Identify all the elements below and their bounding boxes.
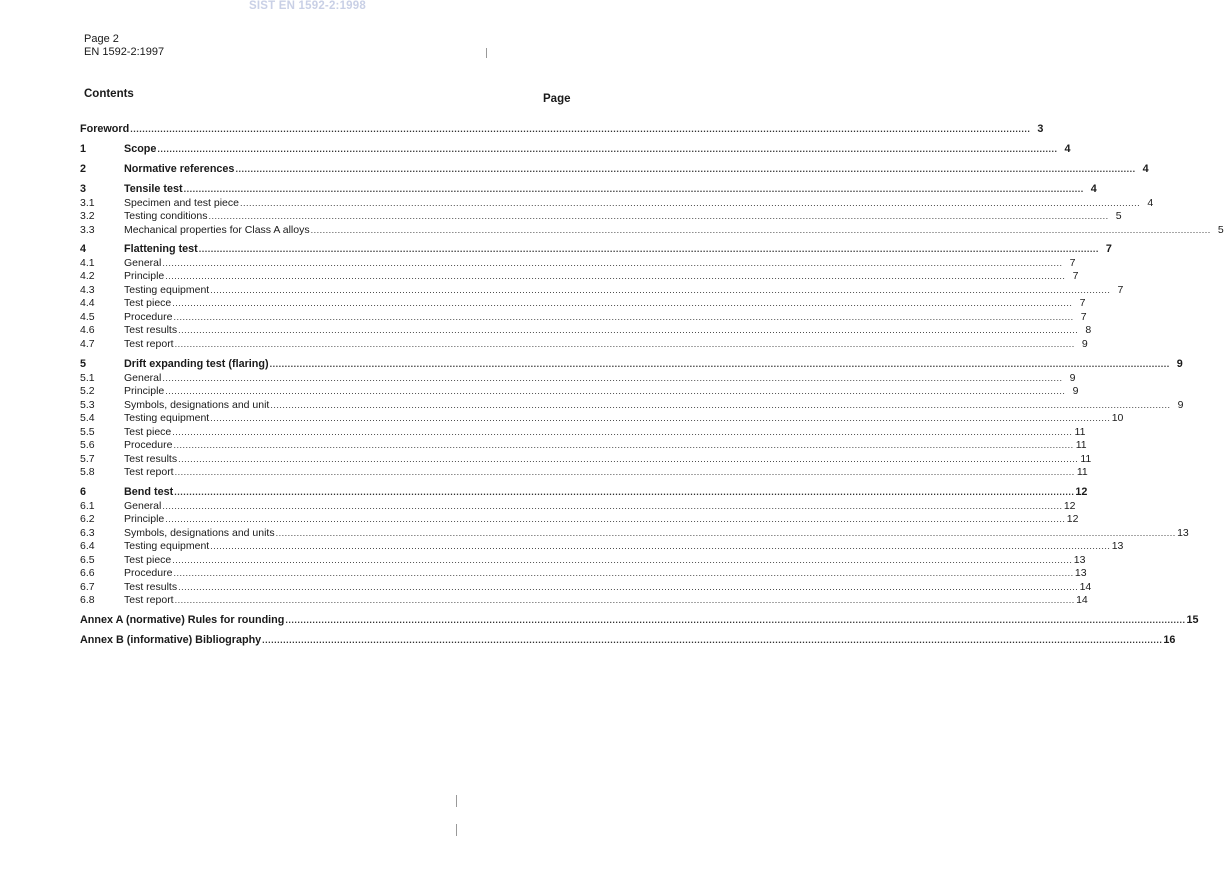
toc-entry[interactable] xyxy=(78,270,1079,284)
toc-entry-page: 9 xyxy=(1177,399,1184,411)
toc-entry-number: 6.4 xyxy=(80,540,95,552)
toc-entry-page: 13 xyxy=(1074,567,1087,579)
toc-entry[interactable] xyxy=(78,257,1076,271)
toc-entry[interactable] xyxy=(78,143,1071,157)
toc-entry-title: Test report xyxy=(124,338,174,350)
toc-entry[interactable] xyxy=(78,466,1088,480)
toc-entry[interactable] xyxy=(78,385,1079,399)
dot-leader: ............................................................................................................................................................................................................................................................................................................ xyxy=(174,487,1075,497)
toc-entry-page: 10 xyxy=(1111,412,1124,424)
toc-entry-number: 5.7 xyxy=(80,453,95,465)
dot-leader: ............................................................................................................................................................................................................................................................................................................ xyxy=(173,312,1074,322)
toc-entry[interactable] xyxy=(78,338,1088,352)
toc-entry-page: 7 xyxy=(1079,297,1086,309)
dot-leader: ............................................................................................................................................................................................................................................................................................................ xyxy=(162,258,1063,268)
toc-entry[interactable] xyxy=(78,163,1149,177)
dot-leader: ............................................................................................................................................................................................................................................................................................................ xyxy=(174,595,1075,605)
toc-entry-page: 7 xyxy=(1080,311,1087,323)
toc-entry[interactable] xyxy=(78,183,1097,197)
toc-entry-title: Bend test xyxy=(124,486,174,498)
toc-entry-number: 4.5 xyxy=(80,311,95,323)
toc-entry[interactable] xyxy=(78,123,1044,137)
watermark: SIST EN 1592-2:1998 xyxy=(249,0,366,12)
toc-entry-page: 16 xyxy=(1163,634,1176,646)
toc-entry-number: 3.3 xyxy=(80,224,95,236)
toc-entry[interactable] xyxy=(78,513,1079,527)
toc-entry-page: 3 xyxy=(1037,123,1044,135)
toc-entry-page: 13 xyxy=(1177,527,1189,539)
toc-entry-title: Symbols, designations and units xyxy=(124,527,275,539)
dot-leader: ............................................................................................................................................................................................................................................................................................................ xyxy=(198,244,1099,254)
toc-entry-title: Testing conditions xyxy=(124,210,208,222)
toc-entry[interactable] xyxy=(78,614,1199,628)
toc-entry-title: Normative references xyxy=(124,163,235,175)
dot-leader: ............................................................................................................................................................................................................................................................................................................ xyxy=(173,440,1074,450)
toc-entry[interactable] xyxy=(78,594,1088,608)
toc-entry-title: Test results xyxy=(124,453,178,465)
toc-entry[interactable] xyxy=(78,412,1124,426)
toc-entry-number: 6 xyxy=(80,486,87,498)
toc-entry-page: 9 xyxy=(1176,358,1183,370)
dot-leader: ............................................................................................................................................................................................................................................................................................................ xyxy=(275,528,1176,538)
toc-entry-number: 5.1 xyxy=(80,372,95,384)
toc-entry-page: 7 xyxy=(1069,257,1076,269)
toc-entry-page: 14 xyxy=(1079,581,1092,593)
toc-entry-number: 3.1 xyxy=(80,197,95,209)
dot-leader: ............................................................................................................................................................................................................................................................................................................ xyxy=(178,454,1079,464)
dot-leader: ............................................................................................................................................................................................................................................................................................................ xyxy=(174,339,1075,349)
toc-entry-page: 7 xyxy=(1105,243,1112,255)
dot-leader: ............................................................................................................................................................................................................................................................................................................ xyxy=(165,514,1066,524)
standard-code: EN 1592-2:1997 xyxy=(84,46,165,58)
toc-entry[interactable] xyxy=(78,426,1086,440)
toc-entry[interactable] xyxy=(78,224,1224,238)
toc-entry-page: 4 xyxy=(1142,163,1149,175)
toc-entry-page: 12 xyxy=(1066,513,1079,525)
toc-entry-page: 7 xyxy=(1072,270,1079,282)
toc-entry-title: Symbols, designations and unit xyxy=(124,399,270,411)
dot-leader: ............................................................................................................................................................................................................................................................................................................ xyxy=(178,325,1079,335)
toc-entry-page: 4 xyxy=(1064,143,1071,155)
toc-entry-title: Test results xyxy=(124,581,178,593)
toc-entry-page: 9 xyxy=(1069,372,1076,384)
toc-entry-page: 12 xyxy=(1075,486,1088,498)
toc-entry[interactable] xyxy=(78,399,1184,413)
dot-leader: ............................................................................................................................................................................................................................................................................................................ xyxy=(210,413,1111,423)
toc-entry-page: 11 xyxy=(1076,466,1088,478)
toc-entry-page: 7 xyxy=(1117,284,1124,296)
toc-entry[interactable] xyxy=(78,210,1122,224)
toc-entry-number: 4.1 xyxy=(80,257,95,269)
toc-entry-title: Test piece xyxy=(124,554,172,566)
toc-entry[interactable] xyxy=(78,311,1087,325)
toc-entry-number: 4.6 xyxy=(80,324,95,336)
toc-entry[interactable] xyxy=(78,540,1124,554)
toc-entry-page: 13 xyxy=(1111,540,1124,552)
toc-entry[interactable] xyxy=(78,284,1124,298)
toc-entry-title: General xyxy=(124,500,162,512)
toc-entry-number: 4 xyxy=(80,243,87,255)
toc-entry-number: 2 xyxy=(80,163,87,175)
toc-entry[interactable] xyxy=(78,567,1087,581)
toc-entry-title: Principle xyxy=(124,385,165,397)
toc-entry-page: 11 xyxy=(1075,439,1087,451)
toc-entry-number: 3.2 xyxy=(80,210,95,222)
contents-heading: Contents xyxy=(84,88,134,100)
toc-entry-page: 9 xyxy=(1072,385,1079,397)
toc-entry-title: Procedure xyxy=(124,567,173,579)
toc-entry-page: 11 xyxy=(1074,426,1086,438)
toc-entry-number: 4.4 xyxy=(80,297,95,309)
toc-entry-title: Procedure xyxy=(124,439,173,451)
dot-leader: ............................................................................................................................................................................................................................................................................................................ xyxy=(178,582,1079,592)
toc-entry[interactable] xyxy=(78,439,1087,453)
toc-entry-page: 13 xyxy=(1073,554,1086,566)
dot-leader: ............................................................................................................................................................................................................................................................................................................ xyxy=(210,541,1111,551)
dot-leader: ............................................................................................................................................................................................................................................................................................................ xyxy=(165,271,1066,281)
toc-entry[interactable] xyxy=(78,372,1076,386)
toc-entry-number: 6.1 xyxy=(80,500,95,512)
dot-leader: ............................................................................................................................................................................................................................................................................................................ xyxy=(173,568,1074,578)
toc-entry-title: Annex A (normative) Rules for rounding xyxy=(80,614,285,626)
toc-entry-page: 4 xyxy=(1147,197,1154,209)
toc-entry-number: 4.7 xyxy=(80,338,95,350)
dot-leader: ............................................................................................................................................................................................................................................................................................................ xyxy=(157,144,1058,154)
scan-mark xyxy=(456,795,457,807)
toc-entry[interactable] xyxy=(78,486,1088,500)
dot-leader: ............................................................................................................................................................................................................................................................................................................ xyxy=(130,124,1031,134)
toc-entry[interactable] xyxy=(78,527,1189,541)
toc-entry-title: General xyxy=(124,257,162,269)
toc-entry-number: 5.2 xyxy=(80,385,95,397)
page-header xyxy=(84,33,164,59)
dot-leader: ............................................................................................................................................................................................................................................................................................................ xyxy=(270,400,1171,410)
toc-entry-number: 6.5 xyxy=(80,554,95,566)
toc-entry-page: 11 xyxy=(1080,453,1092,465)
toc-entry-number: 6.6 xyxy=(80,567,95,579)
toc-entry-page: 9 xyxy=(1081,338,1088,350)
toc-entry-title: Scope xyxy=(124,143,157,155)
toc-entry-number: 5.8 xyxy=(80,466,95,478)
dot-leader: ............................................................................................................................................................................................................................................................................................................ xyxy=(235,164,1136,174)
toc-entry[interactable] xyxy=(78,243,1112,257)
dot-leader: ............................................................................................................................................................................................................................................................................................................ xyxy=(269,359,1170,369)
toc-entry-number: 5.6 xyxy=(80,439,95,451)
dot-leader: ............................................................................................................................................................................................................................................................................................................ xyxy=(172,427,1073,437)
toc-entry[interactable] xyxy=(78,324,1092,338)
toc-entry[interactable] xyxy=(78,554,1086,568)
toc-entry-title: Drift expanding test (flaring) xyxy=(124,358,269,370)
toc-entry-page: 5 xyxy=(1115,210,1122,222)
dot-leader: ............................................................................................................................................................................................................................................................................................................ xyxy=(310,225,1211,235)
dot-leader: ............................................................................................................................................................................................................................................................................................................ xyxy=(165,386,1066,396)
toc-entry[interactable] xyxy=(78,634,1176,648)
dot-leader: ............................................................................................................................................................................................................................................................................................................ xyxy=(162,501,1063,511)
toc-entry-number: 5.5 xyxy=(80,426,95,438)
toc-entry[interactable] xyxy=(78,197,1154,211)
dot-leader: ............................................................................................................................................................................................................................................................................................................ xyxy=(285,615,1186,625)
toc-entry[interactable] xyxy=(78,581,1092,595)
toc-entry-page: 15 xyxy=(1186,614,1199,626)
dot-leader: ............................................................................................................................................................................................................................................................................................................ xyxy=(172,555,1073,565)
page-number: Page 2 xyxy=(84,33,119,45)
toc-entry-title: Testing equipment xyxy=(124,540,210,552)
toc-entry-title: Test report xyxy=(124,594,174,606)
toc-entry-page: 12 xyxy=(1063,500,1076,512)
toc-entry-title: Test piece xyxy=(124,297,172,309)
toc-entry-title: Testing equipment xyxy=(124,284,210,296)
toc-entry-page: 14 xyxy=(1076,594,1088,606)
dot-leader: ............................................................................................................................................................................................................................................................................................................ xyxy=(172,298,1073,308)
toc-entry-number: 1 xyxy=(80,143,87,155)
toc-entry-page: 5 xyxy=(1217,224,1224,236)
toc-entry-page: 4 xyxy=(1090,183,1097,195)
toc-entry-title: Testing equipment xyxy=(124,412,210,424)
toc-entry-number: 6.3 xyxy=(80,527,95,539)
toc-entry-title: Foreword xyxy=(80,123,130,135)
page-column-label: Page xyxy=(543,93,571,105)
dot-leader: ............................................................................................................................................................................................................................................................................................................ xyxy=(208,211,1109,221)
toc-entry-title: Annex B (informative) Bibliography xyxy=(80,634,262,646)
toc-entry-number: 5.4 xyxy=(80,412,95,424)
toc-entry-title: Tensile test xyxy=(124,183,183,195)
toc-entry-number: 5.3 xyxy=(80,399,95,411)
toc-entry-number: 6.2 xyxy=(80,513,95,525)
toc-entry-title: Test piece xyxy=(124,426,172,438)
toc-entry-number: 3 xyxy=(80,183,87,195)
dot-leader: ............................................................................................................................................................................................................................................................................................................ xyxy=(183,184,1084,194)
toc-entry-title: General xyxy=(124,372,162,384)
toc-entry[interactable] xyxy=(78,453,1092,467)
toc-entry-title: Flattening test xyxy=(124,243,198,255)
toc-entry-number: 4.2 xyxy=(80,270,95,282)
dot-leader: ............................................................................................................................................................................................................................................................................................................ xyxy=(262,635,1163,645)
toc-entry[interactable] xyxy=(78,297,1086,311)
toc-entry-page: 8 xyxy=(1085,324,1092,336)
toc-entry-number: 4.3 xyxy=(80,284,95,296)
toc-entry[interactable] xyxy=(78,358,1183,372)
toc-entry-title: Test report xyxy=(124,466,174,478)
toc-entry-number: 6.8 xyxy=(80,594,95,606)
toc-entry-title: Principle xyxy=(124,513,165,525)
dot-leader: ............................................................................................................................................................................................................................................................................................................ xyxy=(162,373,1063,383)
scan-mark xyxy=(456,824,457,836)
toc-entry-title: Test results xyxy=(124,324,178,336)
dot-leader: ............................................................................................................................................................................................................................................................................................................ xyxy=(174,467,1075,477)
scan-mark xyxy=(486,48,487,58)
toc-entry-title: Mechanical properties for Class A alloys xyxy=(124,224,310,236)
toc-entry-title: Principle xyxy=(124,270,165,282)
toc-entry-number: 5 xyxy=(80,358,87,370)
toc-entry-title: Procedure xyxy=(124,311,173,323)
dot-leader: ............................................................................................................................................................................................................................................................................................................ xyxy=(210,285,1111,295)
toc-entry-number: 6.7 xyxy=(80,581,95,593)
toc-entry-title: Specimen and test piece xyxy=(124,197,239,209)
toc-entry[interactable] xyxy=(78,500,1076,514)
dot-leader: ............................................................................................................................................................................................................................................................................................................ xyxy=(240,198,1141,208)
